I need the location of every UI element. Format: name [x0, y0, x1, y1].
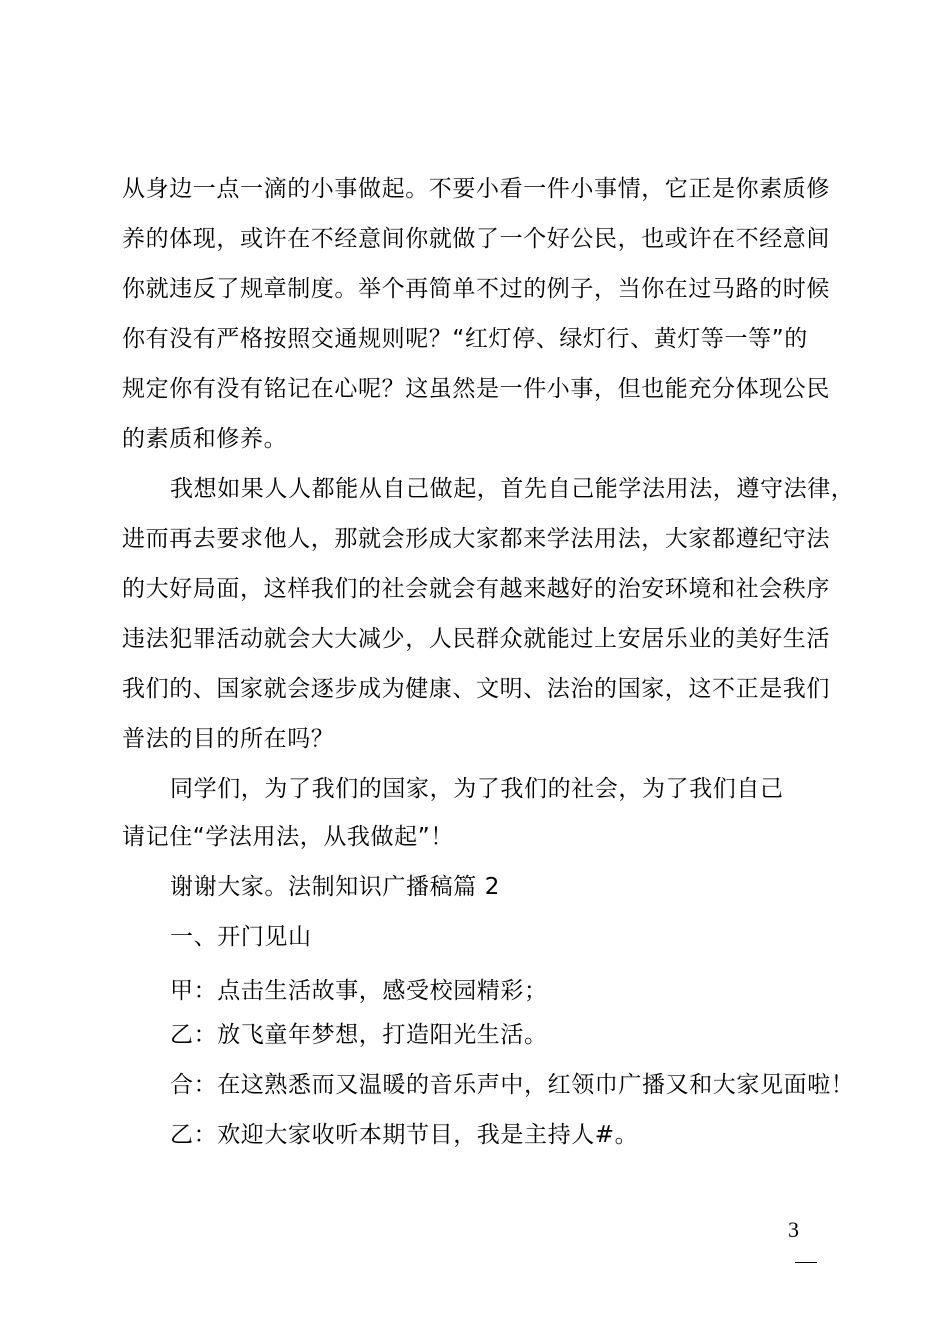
paragraph-2-line-4: 违法犯罪活动就会大大减少，人民群众就能过上安居乐业的美好生活	[122, 626, 830, 652]
text-line-5: 规定你有没有铭记在心呢？这虽然是一件小事，但也能充分体现公民	[122, 376, 830, 402]
script-line-yi-2: 乙：欢迎大家收听本期节目，我是主持人#。	[170, 1122, 639, 1148]
paragraph-2-line-5: 我们的、国家就会逐步成为健康、文明、法治的国家，这不正是我们	[122, 676, 830, 702]
paragraph-3-line-2: 请记住“学法用法，从我做起”！	[122, 824, 454, 850]
text-line-4: 你有没有严格按照交通规则呢？“红灯停、绿灯行、黄灯等一等”的	[122, 326, 808, 352]
text-line-6: 的素质和修养。	[122, 426, 288, 452]
paragraph-2-line-6: 普法的目的所在吗？	[122, 726, 335, 752]
paragraph-2-line-3: 的大好局面，这样我们的社会就会有越来越好的治安环境和社会秩序	[122, 576, 830, 602]
text-line-2: 养的体现，或许在不经意间你就做了一个好公民，也或许在不经意间	[122, 226, 830, 252]
script-line-yi-1: 乙：放飞童年梦想，打造阳光生活。	[170, 1022, 548, 1048]
paragraph-2-line-1: 我想如果人人都能从自己做起，首先自己能学法用法，遵守法律，	[170, 476, 855, 502]
page-number-rule	[795, 1262, 817, 1263]
paragraph-2-line-2: 进而再去要求他人，那就会形成大家都来学法用法，大家都遵纪守法	[122, 526, 830, 552]
text-line-3: 你就违反了规章制度。举个再简单不过的例子，当你在过马路的时候	[122, 276, 830, 302]
closing-line: 谢谢大家。法制知识广播稿篇 2	[170, 874, 500, 900]
page-number: 3	[788, 1217, 799, 1242]
paragraph-3-line-1: 同学们，为了我们的国家，为了我们的社会，为了我们自己	[170, 776, 784, 802]
script-line-jia: 甲：点击生活故事，感受校园精彩；	[170, 978, 548, 1004]
script-line-he: 合：在这熟悉而又温暖的音乐声中，红领巾广播又和大家见面啦！	[170, 1072, 855, 1098]
section-heading: 一、开门见山	[170, 924, 312, 950]
text-line-1: 从身边一点一滴的小事做起。不要小看一件小事情，它正是你素质修	[122, 176, 830, 202]
